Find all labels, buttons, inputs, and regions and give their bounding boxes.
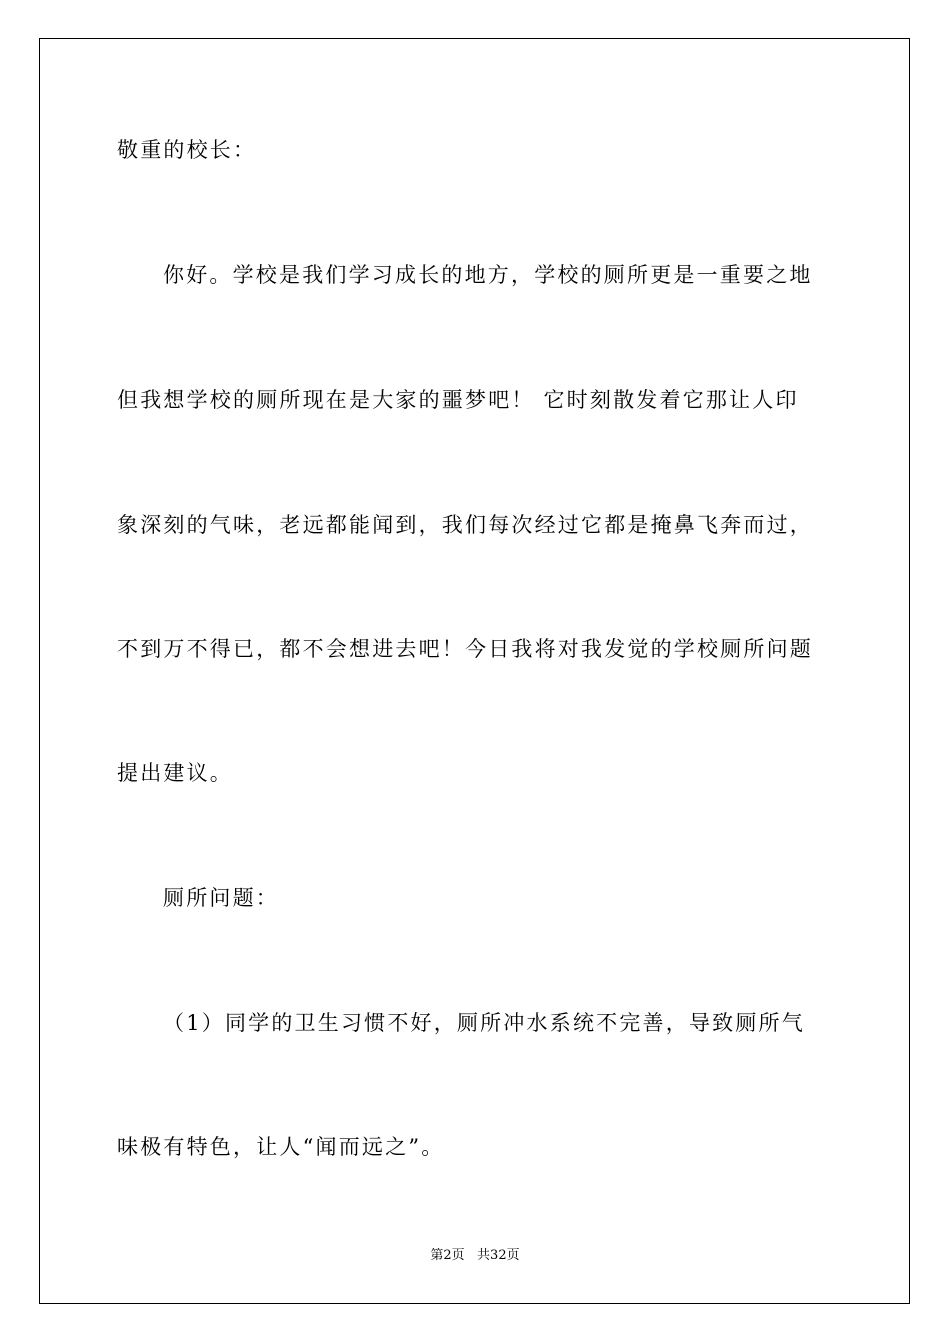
body-line: 你好。学校是我们学习成长的地方，学校的厕所更是一重要之地 (163, 263, 813, 287)
section-heading: 厕所问题： (163, 886, 279, 910)
body-line: 提出建议。 (117, 761, 233, 785)
body-line: （1）同学的卫生习惯不好，厕所冲水系统不完善，导致厕所气 (163, 1011, 805, 1035)
body-line: 不到万不得已，都不会想进去吧！今日我将对我发觉的学校厕所问题 (117, 637, 813, 661)
salutation: 敬重的校长： (117, 138, 257, 162)
page-border (39, 38, 910, 1304)
page-number-footer: 第2页 共32页 (430, 1248, 520, 1263)
body-line: 但我想学校的厕所现在是大家的噩梦吧！ 它时刻散发着它那让人印 (117, 388, 799, 412)
body-line: 味极有特色，让人“闻而远之”。 (117, 1135, 445, 1159)
body-line: 象深刻的气味，老远都能闻到，我们每次经过它都是掩鼻飞奔而过， (117, 513, 813, 537)
